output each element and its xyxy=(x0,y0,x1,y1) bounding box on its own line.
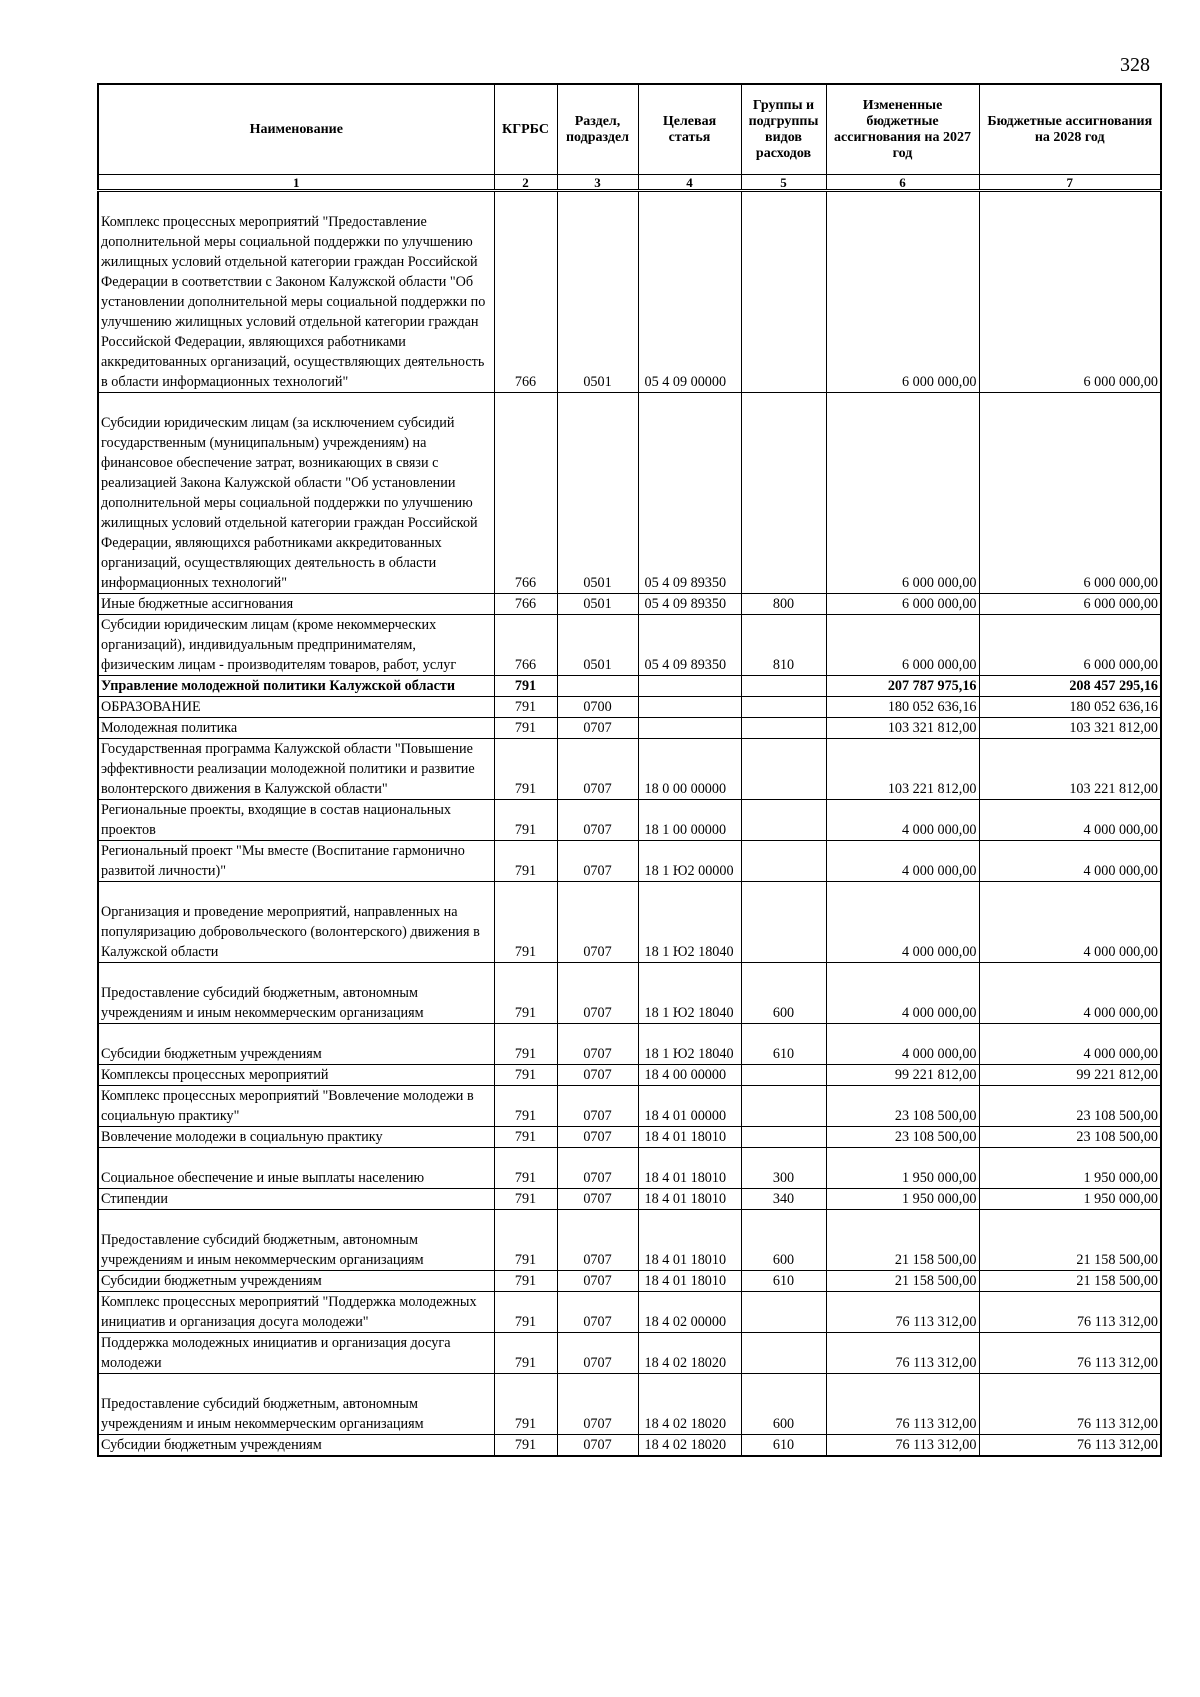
row-target-article: 18 4 02 18020 xyxy=(638,1435,741,1457)
row-amount-2028: 4 000 000,00 xyxy=(979,841,1161,882)
row-amount-2028: 6 000 000,00 xyxy=(979,594,1161,615)
row-name: Субсидии юридическим лицам (кроме некоммерческих организаций), индивидуальным предпринимателям, физическим лицам - производителям товаров, работ, услуг xyxy=(98,615,494,676)
row-kgrbs: 791 xyxy=(494,963,557,1024)
row-expense-group xyxy=(741,882,826,963)
row-kgrbs: 791 xyxy=(494,882,557,963)
row-target-article: 18 4 01 18010 xyxy=(638,1189,741,1210)
page-number: 328 xyxy=(1120,54,1150,76)
row-amount-2027: 76 113 312,00 xyxy=(826,1292,979,1333)
row-expense-group xyxy=(741,393,826,594)
row-name: Субсидии юридическим лицам (за исключением субсидий государственным (муниципальным) учреждениям) на финансовое обеспечение затрат, возникающих в связи с реализацией Закона Калужской области "Об установлении дополнительной меры социальной поддержки по улучшению жилищных условий отдельной категории граждан Российской Федерации, являющихся работниками аккредитованных организаций, осуществляющих деятельность в области информационных технологий" xyxy=(98,393,494,594)
row-target-article: 18 1 Ю2 00000 xyxy=(638,841,741,882)
row-section: 0700 xyxy=(557,697,638,718)
row-amount-2028: 6 000 000,00 xyxy=(979,615,1161,676)
row-amount-2027: 207 787 975,16 xyxy=(826,676,979,697)
table-row xyxy=(98,882,1161,963)
row-expense-group xyxy=(741,1127,826,1148)
row-kgrbs: 791 xyxy=(494,1127,557,1148)
table-row xyxy=(98,963,1161,1024)
row-amount-2028: 6 000 000,00 xyxy=(979,191,1161,393)
row-expense-group xyxy=(741,1292,826,1333)
table-row xyxy=(98,676,1161,697)
row-expense-group: 800 xyxy=(741,594,826,615)
column-number: 6 xyxy=(826,175,979,191)
row-kgrbs: 766 xyxy=(494,393,557,594)
row-amount-2028: 103 221 812,00 xyxy=(979,739,1161,800)
row-name: Социальное обеспечение и иные выплаты населению xyxy=(98,1148,494,1189)
column-number: 3 xyxy=(557,175,638,191)
row-kgrbs: 791 xyxy=(494,739,557,800)
header-amount-2027: Измененные бюджетные ассигнования на 2027 год xyxy=(826,84,979,175)
row-target-article: 18 4 00 00000 xyxy=(638,1065,741,1086)
row-amount-2027: 180 052 636,16 xyxy=(826,697,979,718)
column-number: 5 xyxy=(741,175,826,191)
row-target-article: 18 4 02 18020 xyxy=(638,1374,741,1435)
row-name: Региональные проекты, входящие в состав национальных проектов xyxy=(98,800,494,841)
row-name: Субсидии бюджетным учреждениям xyxy=(98,1271,494,1292)
row-name: Субсидии бюджетным учреждениям xyxy=(98,1024,494,1065)
row-expense-group xyxy=(741,1333,826,1374)
row-name: Предоставление субсидий бюджетным, автономным учреждениям и иным некоммерческим организациям xyxy=(98,1374,494,1435)
column-number: 4 xyxy=(638,175,741,191)
row-expense-group xyxy=(741,841,826,882)
row-kgrbs: 791 xyxy=(494,800,557,841)
row-target-article xyxy=(638,697,741,718)
row-section: 0707 xyxy=(557,963,638,1024)
row-kgrbs: 791 xyxy=(494,841,557,882)
row-amount-2027: 6 000 000,00 xyxy=(826,594,979,615)
row-section: 0707 xyxy=(557,1292,638,1333)
row-section: 0707 xyxy=(557,1435,638,1457)
row-expense-group xyxy=(741,1065,826,1086)
row-section: 0707 xyxy=(557,1127,638,1148)
header-expense-groups: Группы и подгруппы видов расходов xyxy=(741,84,826,175)
row-section: 0501 xyxy=(557,594,638,615)
row-expense-group xyxy=(741,676,826,697)
row-amount-2028: 21 158 500,00 xyxy=(979,1271,1161,1292)
row-section: 0501 xyxy=(557,615,638,676)
row-section: 0707 xyxy=(557,841,638,882)
row-amount-2027: 6 000 000,00 xyxy=(826,615,979,676)
header-target-article: Целевая статья xyxy=(638,84,741,175)
table-row xyxy=(98,697,1161,718)
table-row xyxy=(98,1374,1161,1435)
row-section: 0707 xyxy=(557,739,638,800)
row-expense-group: 340 xyxy=(741,1189,826,1210)
row-name: Молодежная политика xyxy=(98,718,494,739)
row-name: Государственная программа Калужской области "Повышение эффективности реализации молодежной политики и развитие волонтерского движения в Калужской области" xyxy=(98,739,494,800)
table-row xyxy=(98,1435,1161,1457)
table-row xyxy=(98,1210,1161,1271)
row-amount-2027: 99 221 812,00 xyxy=(826,1065,979,1086)
row-kgrbs: 766 xyxy=(494,191,557,393)
row-expense-group: 600 xyxy=(741,963,826,1024)
row-expense-group: 600 xyxy=(741,1374,826,1435)
table-row xyxy=(98,1189,1161,1210)
table-row xyxy=(98,1024,1161,1065)
row-name: Региональный проект "Мы вместе (Воспитание гармонично развитой личности)" xyxy=(98,841,494,882)
row-amount-2028: 23 108 500,00 xyxy=(979,1086,1161,1127)
header-row xyxy=(98,84,1161,175)
row-name: Поддержка молодежных инициатив и организация досуга молодежи xyxy=(98,1333,494,1374)
table-row xyxy=(98,1333,1161,1374)
row-target-article: 18 4 02 00000 xyxy=(638,1292,741,1333)
header-amount-2028: Бюджетные ассигнования на 2028 год xyxy=(979,84,1161,175)
row-amount-2028: 4 000 000,00 xyxy=(979,963,1161,1024)
row-section: 0707 xyxy=(557,1189,638,1210)
row-expense-group: 600 xyxy=(741,1210,826,1271)
row-target-article: 05 4 09 89350 xyxy=(638,594,741,615)
table-body xyxy=(98,191,1161,1457)
header-name: Наименование xyxy=(98,84,494,175)
row-section: 0707 xyxy=(557,1374,638,1435)
row-target-article: 18 4 01 18010 xyxy=(638,1148,741,1189)
row-amount-2028: 6 000 000,00 xyxy=(979,393,1161,594)
column-number-row xyxy=(98,175,1161,191)
row-expense-group xyxy=(741,800,826,841)
row-expense-group: 300 xyxy=(741,1148,826,1189)
row-target-article: 18 4 01 18010 xyxy=(638,1127,741,1148)
row-section: 0707 xyxy=(557,1210,638,1271)
row-amount-2028: 76 113 312,00 xyxy=(979,1333,1161,1374)
row-kgrbs: 791 xyxy=(494,1148,557,1189)
row-kgrbs: 791 xyxy=(494,1435,557,1457)
row-amount-2028: 180 052 636,16 xyxy=(979,697,1161,718)
table-header xyxy=(98,84,1161,191)
row-kgrbs: 791 xyxy=(494,1374,557,1435)
table-row xyxy=(98,841,1161,882)
row-expense-group: 610 xyxy=(741,1435,826,1457)
row-expense-group: 810 xyxy=(741,615,826,676)
row-amount-2028: 1 950 000,00 xyxy=(979,1189,1161,1210)
row-amount-2027: 76 113 312,00 xyxy=(826,1374,979,1435)
row-expense-group xyxy=(741,739,826,800)
row-target-article xyxy=(638,718,741,739)
row-target-article: 18 4 01 18010 xyxy=(638,1210,741,1271)
row-expense-group xyxy=(741,697,826,718)
row-amount-2028: 4 000 000,00 xyxy=(979,882,1161,963)
row-amount-2027: 21 158 500,00 xyxy=(826,1271,979,1292)
row-section: 0707 xyxy=(557,882,638,963)
row-name: Комплекс процессных мероприятий "Предоставление дополнительной меры социальной поддержки по улучшению жилищных условий отдельной категории граждан Российской Федерации в соответствии с Законом Калужской области "Об установлении дополнительной меры социальной поддержки по улучшению жилищных условий отдельной категории граждан Российской Федерации, являющихся работниками аккредитованных организаций, осуществляющих деятельность в области информационных технологий" xyxy=(98,191,494,393)
row-name: Комплексы процессных мероприятий xyxy=(98,1065,494,1086)
row-name: Комплекс процессных мероприятий "Поддержка молодежных инициатив и организация досуга молодежи" xyxy=(98,1292,494,1333)
row-target-article: 18 4 01 18010 xyxy=(638,1271,741,1292)
row-expense-group: 610 xyxy=(741,1271,826,1292)
table-row xyxy=(98,1271,1161,1292)
row-amount-2027: 76 113 312,00 xyxy=(826,1333,979,1374)
row-amount-2028: 99 221 812,00 xyxy=(979,1065,1161,1086)
row-section: 0707 xyxy=(557,718,638,739)
row-name: Организация и проведение мероприятий, направленных на популяризацию добровольческого (волонтерского) движения в Калужской области xyxy=(98,882,494,963)
row-target-article xyxy=(638,676,741,697)
row-amount-2028: 76 113 312,00 xyxy=(979,1292,1161,1333)
row-target-article: 18 1 Ю2 18040 xyxy=(638,963,741,1024)
row-amount-2027: 4 000 000,00 xyxy=(826,841,979,882)
table-row xyxy=(98,718,1161,739)
row-name: Субсидии бюджетным учреждениям xyxy=(98,1435,494,1457)
row-amount-2028: 4 000 000,00 xyxy=(979,800,1161,841)
header-kgrbs: КГРБС xyxy=(494,84,557,175)
row-section: 0501 xyxy=(557,393,638,594)
budget-table xyxy=(97,83,1162,1457)
row-name: Стипендии xyxy=(98,1189,494,1210)
table-row xyxy=(98,191,1161,393)
table-row xyxy=(98,739,1161,800)
row-kgrbs: 791 xyxy=(494,1024,557,1065)
column-number: 1 xyxy=(98,175,494,191)
row-kgrbs: 791 xyxy=(494,1189,557,1210)
row-section: 0707 xyxy=(557,1271,638,1292)
row-amount-2027: 21 158 500,00 xyxy=(826,1210,979,1271)
row-name: ОБРАЗОВАНИЕ xyxy=(98,697,494,718)
column-number: 7 xyxy=(979,175,1161,191)
row-amount-2028: 23 108 500,00 xyxy=(979,1127,1161,1148)
row-amount-2027: 4 000 000,00 xyxy=(826,882,979,963)
row-name: Иные бюджетные ассигнования xyxy=(98,594,494,615)
row-target-article: 18 4 02 18020 xyxy=(638,1333,741,1374)
row-amount-2028: 1 950 000,00 xyxy=(979,1148,1161,1189)
row-amount-2027: 4 000 000,00 xyxy=(826,963,979,1024)
table-row xyxy=(98,615,1161,676)
column-number: 2 xyxy=(494,175,557,191)
row-amount-2027: 6 000 000,00 xyxy=(826,191,979,393)
table-row xyxy=(98,1127,1161,1148)
row-kgrbs: 791 xyxy=(494,718,557,739)
row-amount-2028: 103 321 812,00 xyxy=(979,718,1161,739)
row-section: 0707 xyxy=(557,1148,638,1189)
row-kgrbs: 791 xyxy=(494,1333,557,1374)
row-amount-2027: 103 221 812,00 xyxy=(826,739,979,800)
row-amount-2028: 76 113 312,00 xyxy=(979,1435,1161,1457)
row-target-article: 18 1 Ю2 18040 xyxy=(638,1024,741,1065)
table-row xyxy=(98,1065,1161,1086)
row-amount-2027: 1 950 000,00 xyxy=(826,1148,979,1189)
header-section: Раздел, подраздел xyxy=(557,84,638,175)
table-row xyxy=(98,1148,1161,1189)
row-section xyxy=(557,676,638,697)
row-amount-2027: 23 108 500,00 xyxy=(826,1127,979,1148)
row-target-article: 05 4 09 89350 xyxy=(638,393,741,594)
row-section: 0707 xyxy=(557,1065,638,1086)
table-row xyxy=(98,393,1161,594)
row-amount-2028: 4 000 000,00 xyxy=(979,1024,1161,1065)
row-section: 0707 xyxy=(557,1024,638,1065)
table-row xyxy=(98,800,1161,841)
row-amount-2027: 6 000 000,00 xyxy=(826,393,979,594)
table-row xyxy=(98,1292,1161,1333)
row-kgrbs: 766 xyxy=(494,615,557,676)
row-amount-2027: 103 321 812,00 xyxy=(826,718,979,739)
row-amount-2027: 23 108 500,00 xyxy=(826,1086,979,1127)
row-section: 0707 xyxy=(557,1333,638,1374)
row-kgrbs: 791 xyxy=(494,1086,557,1127)
row-amount-2027: 76 113 312,00 xyxy=(826,1435,979,1457)
row-name: Предоставление субсидий бюджетным, автономным учреждениям и иным некоммерческим организациям xyxy=(98,1210,494,1271)
row-expense-group xyxy=(741,1086,826,1127)
row-amount-2027: 4 000 000,00 xyxy=(826,800,979,841)
row-name: Комплекс процессных мероприятий "Вовлечение молодежи в социальную практику" xyxy=(98,1086,494,1127)
row-target-article: 18 1 00 00000 xyxy=(638,800,741,841)
row-name: Вовлечение молодежи в социальную практику xyxy=(98,1127,494,1148)
row-amount-2028: 208 457 295,16 xyxy=(979,676,1161,697)
row-kgrbs: 791 xyxy=(494,1292,557,1333)
row-kgrbs: 766 xyxy=(494,594,557,615)
row-amount-2028: 76 113 312,00 xyxy=(979,1374,1161,1435)
row-expense-group xyxy=(741,191,826,393)
table-row xyxy=(98,594,1161,615)
row-section: 0707 xyxy=(557,800,638,841)
row-amount-2027: 4 000 000,00 xyxy=(826,1024,979,1065)
row-target-article: 05 4 09 89350 xyxy=(638,615,741,676)
row-amount-2027: 1 950 000,00 xyxy=(826,1189,979,1210)
row-target-article: 18 0 00 00000 xyxy=(638,739,741,800)
table-row xyxy=(98,1086,1161,1127)
row-name: Предоставление субсидий бюджетным, автономным учреждениям и иным некоммерческим организациям xyxy=(98,963,494,1024)
row-target-article: 18 4 01 00000 xyxy=(638,1086,741,1127)
row-expense-group: 610 xyxy=(741,1024,826,1065)
row-section: 0501 xyxy=(557,191,638,393)
row-name: Управление молодежной политики Калужской области xyxy=(98,676,494,697)
row-kgrbs: 791 xyxy=(494,1271,557,1292)
row-kgrbs: 791 xyxy=(494,697,557,718)
row-kgrbs: 791 xyxy=(494,676,557,697)
row-amount-2028: 21 158 500,00 xyxy=(979,1210,1161,1271)
row-expense-group xyxy=(741,718,826,739)
row-section: 0707 xyxy=(557,1086,638,1127)
row-target-article: 05 4 09 00000 xyxy=(638,191,741,393)
row-kgrbs: 791 xyxy=(494,1210,557,1271)
row-kgrbs: 791 xyxy=(494,1065,557,1086)
row-target-article: 18 1 Ю2 18040 xyxy=(638,882,741,963)
